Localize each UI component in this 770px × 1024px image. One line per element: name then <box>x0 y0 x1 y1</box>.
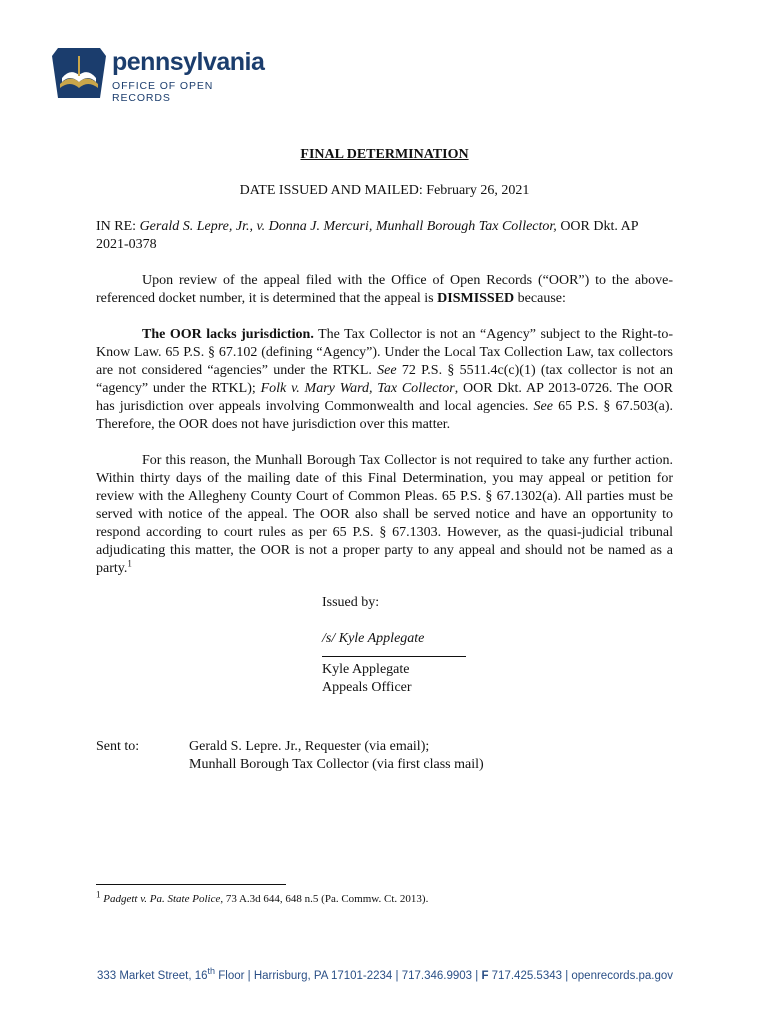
dismissed-label: DISMISSED <box>437 291 515 306</box>
signer-title: Appeals Officer <box>322 680 412 695</box>
recipient-item: Munhall Borough Tax Collector (via first class mail) <box>189 757 484 772</box>
electronic-signature: /s/ Kyle Applegate <box>322 631 425 646</box>
signer-name: Kyle Applegate <box>322 662 410 677</box>
paragraph-appeal-rights: For this reason, the Munhall Borough Tax Collector is not required to take any further action. Within thirty days of the mailing date of this Final Determination, you may appeal or petition for review with the Allegheny County Court of Common Pleas. 65 P.S. § 67.1302(a). All parties must be served with notice of the appeal. The OOR also shall be served notice and have an opportunity to respond according to court rules as per 65 P.S. § 67.1303. However, as the quasi-judicial tribunal adjudicating this matter, the OOR is not a proper party to any appeal and should not be named as a party.$^1$ <box>96 453 673 576</box>
paragraph-jurisdiction: The OOR lacks jurisdiction. The Tax Collector is not an “Agency” subject to the Right-to-Know Law. 65 P.S. § 67.102 (defining “Agency”). Under the Local Tax Collection Law, tax collectors are not considered “agencies” under the RTKL. See 72 P.S. § 5511.4c(c)(1) (tax collector is not an “agency” under the RTKL); Folk v. Mary Ward, Tax Collector, OOR Dkt. AP 2013-0726. The OOR has jurisdiction over appeals involving Commonwealth and local agencies. See 65 P.S. § 67.503(a). Therefore, the OOR does not have jurisdiction over this matter. <box>96 327 674 432</box>
issued-by-label: Issued by: <box>322 595 380 610</box>
signature-line <box>322 656 466 657</box>
docket-number: OOR Dkt. AP 2021-0378 <box>96 219 638 252</box>
sent-to-label: Sent to: <box>96 739 140 754</box>
document-title: FINAL DETERMINATION <box>300 147 469 162</box>
keystone-book-icon <box>50 44 108 100</box>
in-re-line <box>96 218 673 254</box>
logo-subtitle: OFFICE OF OPEN RECORDS <box>112 80 214 104</box>
recipient-list <box>189 738 484 774</box>
footnote: $^1$ Padgett v. Pa. State Police, 73 A.3d 644, 648 n.5 (Pa. Commw. Ct. 2013). <box>96 889 429 905</box>
footnote-divider <box>96 884 286 885</box>
footnote-ref: 1 <box>127 558 132 569</box>
oor-logo <box>50 44 270 104</box>
cited-case: Folk v. Mary Ward, Tax Collector <box>260 381 455 396</box>
page-footer: 333 Market Street, 16th Floor | Harrisburg, PA 17101-2234 | 717.346.9903 | F 717.425.5343 | openrecords.pa.gov <box>96 966 674 982</box>
signature-block <box>322 594 622 697</box>
recipient-item: Gerald S. Lepre. Jr., Requester (via email); <box>189 739 430 754</box>
footnote-number: 1 <box>96 889 101 900</box>
footnote-case: Padgett v. Pa. State Police <box>103 893 221 905</box>
case-caption: Gerald S. Lepre, Jr., v. Donna J. Mercuri, Munhall Borough Tax Collector, <box>139 219 557 234</box>
in-re-prefix: IN RE: <box>96 219 137 234</box>
paragraph-determination: Upon review of the appeal filed with the Office of Open Records (“OOR”) to the above-referenced docket number, it is determined that the appeal is DISMISSED because: <box>96 273 673 306</box>
logo-wordmark: pennsylvania <box>112 48 265 76</box>
jurisdiction-heading: The OOR lacks jurisdiction. <box>142 327 314 342</box>
date-issued: DATE ISSUED AND MAILED: February 26, 2021 <box>239 183 530 198</box>
